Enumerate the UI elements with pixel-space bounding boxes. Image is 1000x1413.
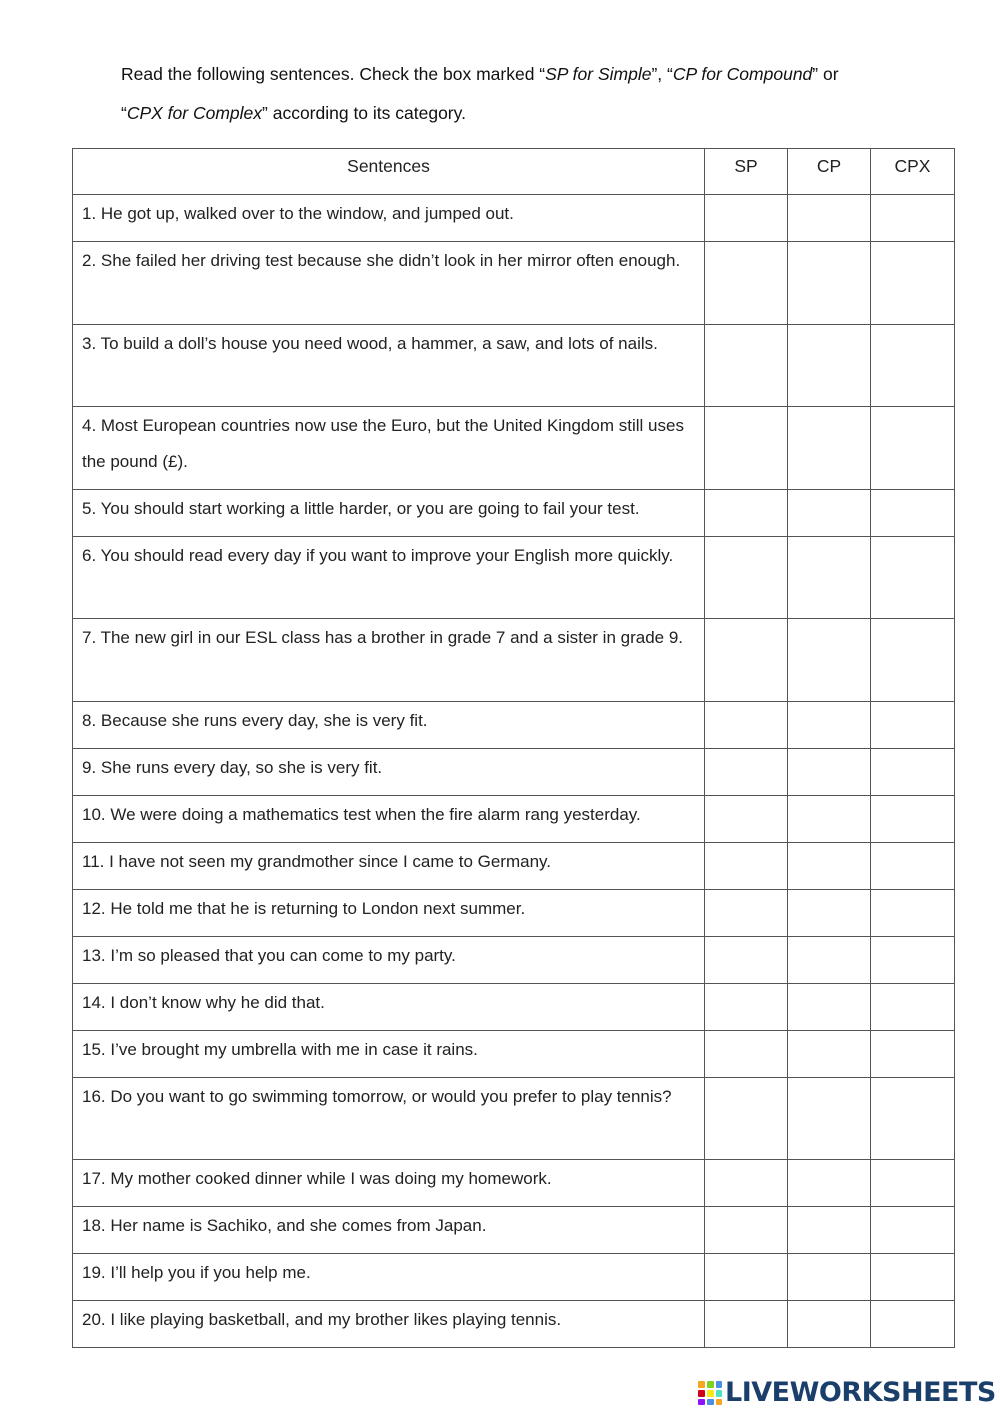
- table-row: [73, 983, 955, 1030]
- sp-checkbox[interactable]: [705, 1160, 788, 1207]
- cp-checkbox[interactable]: [788, 619, 871, 702]
- instructions-text-4: ” according to its category.: [262, 103, 466, 123]
- cpx-checkbox[interactable]: [871, 407, 955, 490]
- cpx-checkbox[interactable]: [871, 1077, 955, 1160]
- sp-checkbox[interactable]: [705, 889, 788, 936]
- sp-checkbox[interactable]: [705, 619, 788, 702]
- cp-checkbox[interactable]: [788, 536, 871, 619]
- sp-checkbox[interactable]: [705, 983, 788, 1030]
- table-row: [73, 536, 955, 619]
- sp-definition: SP for Simple: [545, 64, 652, 84]
- cp-checkbox[interactable]: [788, 407, 871, 490]
- cpx-checkbox[interactable]: [871, 1030, 955, 1077]
- table-row: [73, 489, 955, 536]
- sentence-text: 16. Do you want to go swimming tomorrow, or would you prefer to play tennis?: [73, 1077, 705, 1160]
- sp-checkbox[interactable]: [705, 795, 788, 842]
- sp-checkbox[interactable]: [705, 536, 788, 619]
- cpx-checkbox[interactable]: [871, 536, 955, 619]
- sentence-text: 8. Because she runs every day, she is very fit.: [73, 701, 705, 748]
- sentence-text: 19. I’ll help you if you help me.: [73, 1254, 705, 1301]
- sentence-text: 4. Most European countries now use the Euro, but the United Kingdom still uses the pound (£).: [73, 407, 705, 490]
- sp-checkbox[interactable]: [705, 1030, 788, 1077]
- table-row: [73, 748, 955, 795]
- cp-definition: CP for Compound: [672, 64, 813, 84]
- sp-checkbox[interactable]: [705, 489, 788, 536]
- sp-checkbox[interactable]: [705, 1077, 788, 1160]
- table-row: [73, 936, 955, 983]
- cpx-checkbox[interactable]: [871, 1301, 955, 1348]
- sp-checkbox[interactable]: [705, 324, 788, 407]
- sp-checkbox[interactable]: [705, 1254, 788, 1301]
- liveworksheets-logo: [697, 1378, 996, 1408]
- instructions-text-1: Read the following sentences. Check the box marked “: [121, 64, 546, 84]
- cpx-checkbox[interactable]: [871, 748, 955, 795]
- table-row: [73, 795, 955, 842]
- sentence-text: 6. You should read every day if you want to improve your English more quickly.: [73, 536, 705, 619]
- table-row: [73, 842, 955, 889]
- sentence-text: 2. She failed her driving test because she didn’t look in her mirror often enough.: [73, 242, 705, 325]
- cpx-checkbox[interactable]: [871, 619, 955, 702]
- cp-checkbox[interactable]: [788, 1077, 871, 1160]
- sentence-text: 10. We were doing a mathematics test when the fire alarm rang yesterday.: [73, 795, 705, 842]
- table-row: [73, 1254, 955, 1301]
- cp-checkbox[interactable]: [788, 748, 871, 795]
- cpx-checkbox[interactable]: [871, 842, 955, 889]
- cp-checkbox[interactable]: [788, 1160, 871, 1207]
- cp-checkbox[interactable]: [788, 489, 871, 536]
- sentence-text: 18. Her name is Sachiko, and she comes from Japan.: [73, 1207, 705, 1254]
- cp-checkbox[interactable]: [788, 1030, 871, 1077]
- cpx-checkbox[interactable]: [871, 1160, 955, 1207]
- table-row: [73, 1160, 955, 1207]
- sp-checkbox[interactable]: [705, 936, 788, 983]
- table-row: [73, 1077, 955, 1160]
- sp-checkbox[interactable]: [705, 842, 788, 889]
- cpx-checkbox[interactable]: [871, 1207, 955, 1254]
- table-header-row: [73, 149, 955, 195]
- sp-checkbox[interactable]: [705, 1207, 788, 1254]
- sp-checkbox[interactable]: [705, 1301, 788, 1348]
- cpx-checkbox[interactable]: [871, 195, 955, 242]
- instructions-text-3: ” or “: [121, 64, 839, 123]
- cp-checkbox[interactable]: [788, 1207, 871, 1254]
- liveworksheets-logo-text: LIVEWORKSHEETS: [725, 1377, 996, 1408]
- table-row: [73, 701, 955, 748]
- cp-checkbox[interactable]: [788, 242, 871, 325]
- table-row: [73, 195, 955, 242]
- cp-checkbox[interactable]: [788, 195, 871, 242]
- table-row: [73, 1301, 955, 1348]
- sentence-text: 15. I’ve brought my umbrella with me in case it rains.: [73, 1030, 705, 1077]
- sentence-text: 5. You should start working a little harder, or you are going to fail your test.: [73, 489, 705, 536]
- sentence-text: 1. He got up, walked over to the window, and jumped out.: [73, 195, 705, 242]
- cpx-checkbox[interactable]: [871, 795, 955, 842]
- liveworksheets-logo-icon: [697, 1380, 723, 1406]
- sentence-text: 7. The new girl in our ESL class has a brother in grade 7 and a sister in grade 9.: [73, 619, 705, 702]
- sentence-text: 9. She runs every day, so she is very fit.: [73, 748, 705, 795]
- table-row: [73, 619, 955, 702]
- cpx-definition: CPX for Complex: [126, 103, 263, 123]
- cp-checkbox[interactable]: [788, 842, 871, 889]
- sp-checkbox[interactable]: [705, 701, 788, 748]
- sp-checkbox[interactable]: [705, 195, 788, 242]
- table-row: [73, 1207, 955, 1254]
- table-row: [73, 1030, 955, 1077]
- header-cpx: CPX: [871, 149, 955, 195]
- sentence-text: 20. I like playing basketball, and my brother likes playing tennis.: [73, 1301, 705, 1348]
- cpx-checkbox[interactable]: [871, 242, 955, 325]
- cp-checkbox[interactable]: [788, 1254, 871, 1301]
- instructions: [121, 55, 841, 133]
- cpx-checkbox[interactable]: [871, 1254, 955, 1301]
- cpx-checkbox[interactable]: [871, 489, 955, 536]
- sp-checkbox[interactable]: [705, 748, 788, 795]
- sentence-text: 17. My mother cooked dinner while I was doing my homework.: [73, 1160, 705, 1207]
- sentence-text: 3. To build a doll’s house you need wood, a hammer, a saw, and lots of nails.: [73, 324, 705, 407]
- header-cp: CP: [788, 149, 871, 195]
- cp-checkbox[interactable]: [788, 889, 871, 936]
- cpx-checkbox[interactable]: [871, 889, 955, 936]
- sentence-text: 13. I’m so pleased that you can come to my party.: [73, 936, 705, 983]
- cp-checkbox[interactable]: [788, 795, 871, 842]
- cp-checkbox[interactable]: [788, 1301, 871, 1348]
- table-row: [73, 407, 955, 490]
- cpx-checkbox[interactable]: [871, 324, 955, 407]
- cpx-checkbox[interactable]: [871, 936, 955, 983]
- table-row: [73, 324, 955, 407]
- cpx-checkbox[interactable]: [871, 983, 955, 1030]
- sp-checkbox[interactable]: [705, 242, 788, 325]
- sentence-text: 12. He told me that he is returning to London next summer.: [73, 889, 705, 936]
- sentence-classification-table: [72, 148, 955, 1348]
- sentence-text: 14. I don’t know why he did that.: [73, 983, 705, 1030]
- header-sp: SP: [705, 149, 788, 195]
- cp-checkbox[interactable]: [788, 701, 871, 748]
- header-sentences: Sentences: [73, 149, 705, 195]
- cp-checkbox[interactable]: [788, 324, 871, 407]
- cp-checkbox[interactable]: [788, 936, 871, 983]
- table-row: [73, 242, 955, 325]
- cpx-checkbox[interactable]: [871, 701, 955, 748]
- sentence-text: 11. I have not seen my grandmother since I came to Germany.: [73, 842, 705, 889]
- table-row: [73, 889, 955, 936]
- instructions-text-2: ”, “: [651, 64, 673, 84]
- sp-checkbox[interactable]: [705, 407, 788, 490]
- cp-checkbox[interactable]: [788, 983, 871, 1030]
